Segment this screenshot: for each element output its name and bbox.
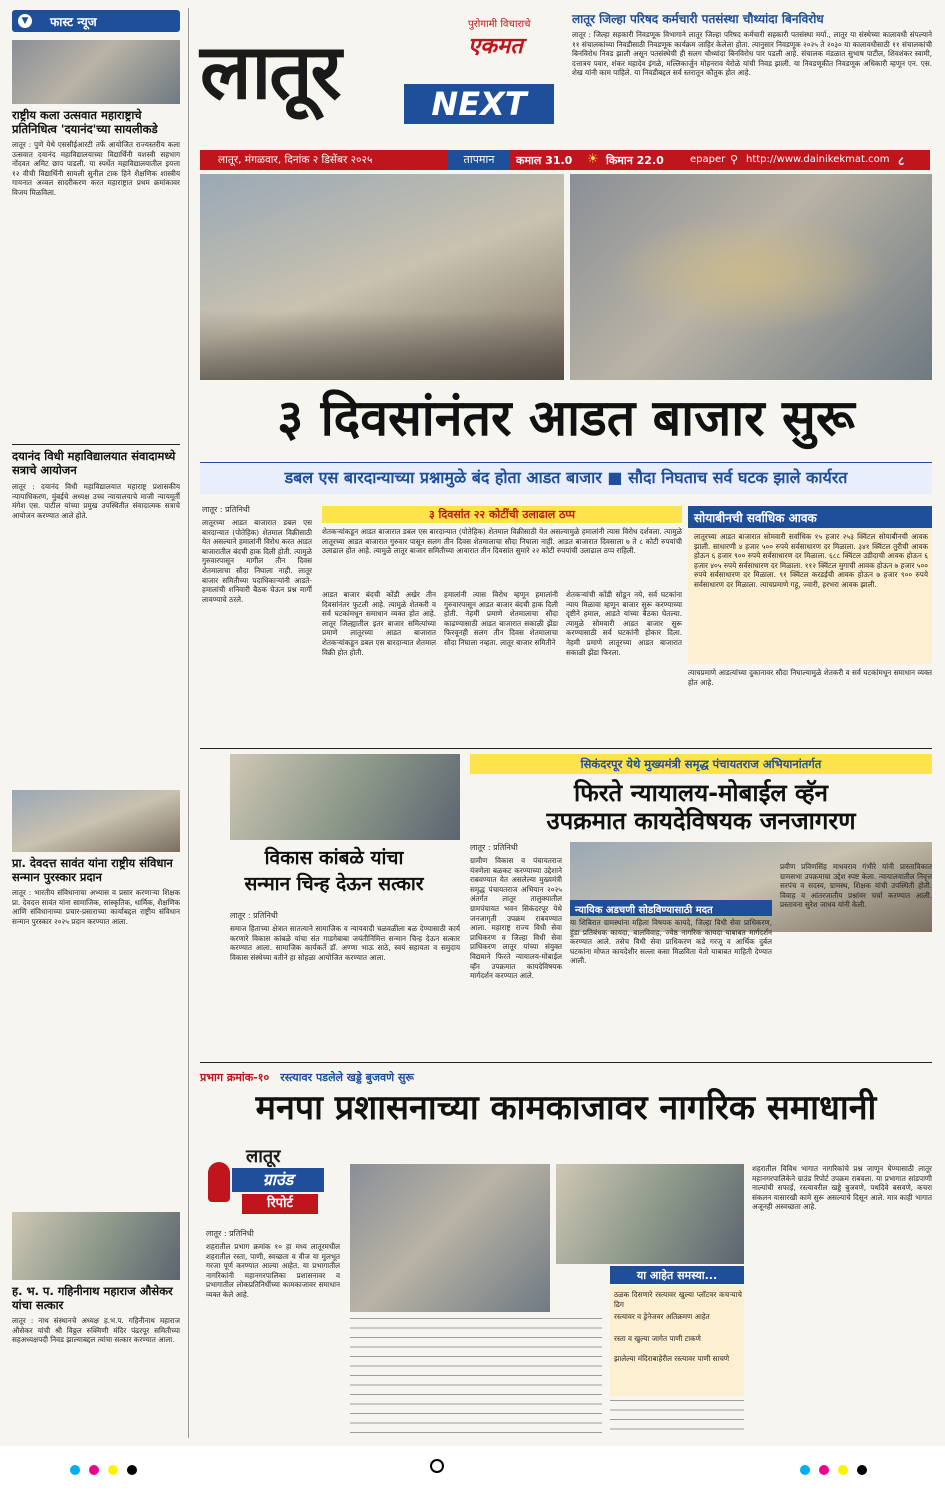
sidebar-photo-2 [12,790,180,852]
municipal-kicker-bar [200,1066,932,1082]
municipal-photo-building [556,1164,744,1264]
court-headline-2: उपक्रमात कायदेविषयक जनजागरण [546,807,856,835]
lead-box-title: ३ दिवसांत २२ कोटींची उलाढाल ठप्प [428,508,576,521]
problems-box-title: या आहेत समस्या... [636,1269,718,1282]
municipal-headline: मनपा प्रशासनाच्या कामकाजावर नागरिक समाधानी [255,1088,877,1128]
court-body: ग्रामीण विकास व पंचायतराज यंत्रणेला बळकट करण्याच्या उद्देशाने राबवण्यात येत असलेल्या मुख्यमंत्री समृद्ध पंचायतराज अभियान २०२५ अंतर्गत लातूर तालुक्यातील ग्रामपंचायत भवन सिकंदरपूर येथे जनजागृती उपक्रम राबवण्यात आला. महाराष्ट्र राज्य विधी सेवा प्राधिकरण व जिल्हा विधी सेवा प्राधिकरण लातूर यांच्या संयुक्त विद्यमाने फिरते न्यायालय-मोबाईल व्हॅन उपक्रमात कायदेविषयक मार्गदर्शन करण्यात आले. [470,856,562,981]
temperature-label: तापमान [448,150,510,170]
divider [200,1062,932,1063]
registration-marks [800,1460,867,1479]
sidebar-story-2-title: दयानंद विधी महाविद्यालयात संवादामध्ये सत्राचे आयोजन [12,449,176,477]
page-number: ८ [898,154,905,168]
municipal-photo-garbage [350,1164,550,1312]
felicitation-headline-2: सन्मान चिन्ह देऊन सत्कार [244,873,424,895]
sidebar-photo-3 [12,1212,180,1280]
municipal-byline: लातूर : प्रतिनिधी [206,1229,254,1238]
lead-column-3: हमालांनी त्यास विरोध म्हणून हमालांनी गुरुवारपासून आडत बाजार बंदची हाक दिली होती. नेहमी प्रमाणे शेतमालाचा सौदा काढण्यासाठी आडत बाजारात सकाळी झेंडा फिरवूनही सलग तीन दिवस शेतमालाचा सौदा निघाला नव्हता. लातूर बाजार समितीने [444,590,558,647]
lead-box-body: शेतकऱ्यांकडून आडत बाजारात डबल एस बारदान्यात (पोतेहिक) शेतमाल विक्रीसाठी येत असल्यामुळे हमालांनी त्यास विरोध दर्शवला. त्यामुळे लातूरच्या आडत बाजारात गुरुवार पासून सलग तीन दिवस शेतमालाचा सौदा निघाला नाही. आडत बाजारात दिवसाला ७ ते ८ कोटी रुपयांची उलाढाल होत आहे. त्यामुळे लातूर बाजार समितीच्या आवारात तीन दिवसांत सुमारे २२ कोटी रुपयांची उलाढाल ठप्प राहिली. [322,527,682,556]
soybean-box-body: लातूरच्या आडत बाजारात सोमवारी सर्वाधिक १५ हजार २५३ क्विंटल सोयाबीनची आवक झाली. साधारणी ४ हजार ५०० रुपये सर्वसाधारण दर मिळाला. ३४१ क्विंटल तुरीची आवक होऊन ६ हजार ९०० रुपये सर्वसाधारण दर मिळाला. ६८८ क्विंटल उडीदाची आवक होऊन ६ हजार ४०५ रुपये सर्वसाधारण दर मिळाला. ११२ क्विंटल मुगाची आवक होऊन ७ हजार ५०० रुपये सर्वसाधारण दर मिळाला. ९१ क्विंटल करडईची आवक होऊन ७ हजार ९०० रुपये सर्वसाधारण दर मिळाला. त्याचप्रमाणे गहू, ज्वारी, हरभरा आवक झाली. [694,532,928,589]
sidebar-story-3-title: प्रा. देवदत्त सावंत यांना राष्ट्रीय संविधान सन्मान पुरस्कार प्रदान [12,856,173,884]
microphone-icon [208,1162,230,1202]
masthead-logo: लातूर [200,27,340,116]
website-link[interactable]: http://www.dainikekmat.com [746,154,890,165]
search-icon: ⚲ [730,153,739,166]
top-right-story-body: लातूर : जिल्हा सहकारी निवडणूक विभागाने लातूर जिल्हा परिषद कर्मचारी सहकारी पतसंस्था मर्या., लातूर या संस्थेच्या कालावधी संपल्याने ११ संचालकांच्या निवडीसाठी निवडणूक कार्यक्रम जाहिर केलेला होता. त्यानुसार निवडणूक २०२५ ते २०३० या कालावधीसाठी ११ संचालकांची बिनविरोध निवड झाली असून पतसंस्थेची ही सलग चौथ्यांदा बिनविरोध पार पडली आहे. संचालक मंडळात सुभाष पाटील, शिवशंकर स्वामी, दत्तात्रय पवार, शंकर महादेव इंगळे, मल्लिकार्जुन मोहनराव येरोळे यांची निवड झाली. या निवडणूकीत निवडणूक अधिकारी म्हणून एन. एस. शेख यांनी काम पाहिले. या निवडीबद्दल सर्व स्तरातून कौतुक होत आहे. [572,30,932,78]
court-right-column: प्रवीण प्रविणसिंह माधवराव गंभीरे यांनी प्रास्ताविकात ग्रामसभा उपक्रमाचा उद्देश स्पष्ट केला. न्यायालयातील निवृत्त सरपंच व सदस्य, ग्रामस्थ, शिक्षक यांची उपस्थिती होती. विवाह व आंतरजातीय प्रश्नांवर चर्चा करण्यात आली. प्रस्तावना सुरेश जाधव यांनी केली. [780,862,932,910]
lead-column-1: लातूरच्या आडत बाजारात डबल एस बारदान्यात (पोतेहिक) शेतमाल विक्रीसाठी येत असल्याने हमालांनी विरोध करत आडत बाजारातील बंदची हाक दिली होती. त्यामुळे गुरुवारपासून मागील तीन दिवस शेतमालाचा सौदा निघाला नाही. लातूर बाजार समितीच्या पदाधिकाऱ्यांनी आडते-हमालांची शनिवारी बैठक घेऊन प्रश्न मार्गी लावण्याचे ठरले. [202,518,312,604]
problem-item-2: रस्त्यावर व ड्रेनेजवर अतिक्रमण आहेत [614,1312,710,1321]
sidebar-photo-1 [12,40,180,104]
problem-item-1: ठळक दिसणारे रस्त्यावर खुल्या प्लॉटवर कचऱ्याचे ढिग [614,1290,742,1309]
sidebar-story-1-title: राष्ट्रीय कला उत्सवात महाराष्ट्राचे प्रतिनिधित्व 'दयानंद'च्या सायलीकडे [12,108,158,136]
problem-item-4: झालेल्या मंदिराबाहेरील रस्त्यावर पाणी साचणे [614,1354,730,1363]
ground-report-logo-top: लातूर [246,1146,281,1167]
court-byline: लातूर : प्रतिनिधी [470,843,518,852]
lead-byline: लातूर : प्रतिनिधी [202,505,250,514]
column-rule [188,8,189,1438]
temperature-max: कमाल 31.0 [516,154,573,167]
court-headline-1: फिरते न्यायालय-मोबाईल व्हॅन [574,779,828,807]
ground-report-logo-mid: ग्राउंड [232,1168,324,1192]
felicitation-photo [230,754,460,840]
sidebar-story-4-body [12,1316,180,1436]
temperature-min: किमान 22.0 [606,154,664,167]
masthead-next: NEXT [404,84,554,124]
sidebar-story-3-lead: लातूर : भारतीय संविधानाचा अभ्यास व प्रसार करणाऱ्या शिक्षक प्रा. देवदत्त सावंत यांना सामाजिक, सांस्कृतिक, धार्मिक, शैक्षणिक आणि संविधानाच्या प्रचार-प्रसाराच्या कार्याबद्दल राष्ट्रीय संविधान सन्मान पुरस्कार २०२५ प्रदान करण्यात आला. [12,888,180,926]
court-box-title: न्यायिक अडचणी सोडविण्यासाठी मदत [575,905,713,916]
lead-column-2: आडत बाजार बंदची कोंडी अखेर तीन दिवसांनंतर फुटली आहे. त्यामुळे शेतकरी व सर्व घटकांमधून समाधान व्यक्त होत आहे. लातूर जिल्ह्यातील इतर बाजार समित्यांच्या प्रमाणे लातूरच्या आडत बाजारात शेतकऱ्यांकडून डबल एस बारदान्यात शेतमाल विक्री होत होती. [322,590,436,657]
masthead-tagline: पुरोगामी विचाराचे [468,19,531,30]
sun-icon: ☀ [587,152,599,167]
felicitation-headline-1: विकास कांबळे यांचा [264,847,404,869]
fast-news-label: फास्ट न्यूज [50,14,97,29]
soybean-box-title: सोयाबीनची सर्वाधिक आवक [694,511,817,525]
municipal-continued-text [350,1318,602,1438]
soybean-box-footer: त्याचप्रमाणे आडत्यांच्या दुकानावर सौदा निघाल्यामुळे शेतकरी व सर्व घटकांमधून समाधान व्यक्त होत आहे. [688,668,932,687]
felicitation-byline: लातूर : प्रतिनिधी [230,911,278,920]
chevron-down-icon: ▼ [18,14,32,28]
municipal-continued-text [610,1400,744,1438]
court-kicker: सिकंदरपूर येथे मुख्यमंत्री समृद्ध पंचायतराज अभियानांतर्गत [580,757,822,771]
lead-subhead: डबल एस बारदान्याच्या प्रश्नामुळे बंद होता आडत बाजार ■ सौदा निघताच सर्व घटक झाले कार्यरत [284,468,848,487]
sidebar-story-2-lead: लातूर : दयानंद विधी महाविद्यालयात महाराष्ट्र प्रशासकीय न्यायाधिकरण, मुंबईचे अध्यक्ष उच्च न्यायालयाचे माजी न्यायमूर्ती मंगेश एस. पाटील यांच्या प्रमुख उपस्थितीत संवादात्मक सत्राचे आयोजन करण्यात आले होते. [12,482,180,520]
sidebar-story-4-lead: लातूर : नाथ संस्थानचे अध्यक्ष ह.भ.प. गहिनीनाथ महाराज औसेकर यांची श्री विठ्ठल रुक्मिणी मंदिर पंढरपूर समितीच्या सहअध्यक्षपदी निवड झाल्याबद्दल त्यांचा सत्कार करण्यात आला. [12,1316,180,1345]
masthead-brand: एकमत [468,34,523,59]
top-right-story-title: लातूर जिल्हा परिषद कर्मचारी पतसंस्था चौथ्यांदा बिनविरोध [572,12,824,26]
divider [200,748,932,749]
municipal-right-column: शहरातील विविध भागात नागरिकांचे प्रश्न जाणून घेण्यासाठी लातूर महानगरपालिकेने ग्राउंड रिपोर्ट उपक्रम राबवला. या प्रभागात सांडपाणी नाल्यांची सफाई, रस्त्यावरील खड्डे बुजवणे, पथदिवे बसवणे, कचरा संकलन यासारखी कामे सुरू असल्याचे दिसून आले. मात्र काही भागात अजूनही अस्वच्छता आहे. [752,1164,932,1212]
registration-mark-center [430,1458,444,1477]
divider [12,444,180,445]
sidebar-story-1-body [12,140,180,440]
municipal-kicker-rest: रस्त्यावर पडलेले खड्डे बुजवणे सुरू [280,1071,414,1084]
problem-item-3: रस्ता व खुल्या जागेत पाणी टाकणे [614,1334,701,1343]
lead-column-4: शेतकऱ्यांची कोंडी सोडून नये, सर्व घटकांना न्याय मिळावा म्हणून बाजार सुरू करण्याच्या दृष्टीने हमाल, आडते यांच्या बैठका घेतल्या. त्यामुळे सोमवारी आडत बाजार सुरू करण्यासाठी सर्व घटकांनी होकार दिला. नेहमी प्रमाणे लातूरच्या आडत बाजारात सकाळी झेंडा फिरला. [566,590,682,657]
sidebar-story-4-title: ह. भ. प. गहिनीनाथ महाराज औसेकर यांचा सत्कार [12,1284,173,1312]
sidebar-story-2-body [12,482,180,772]
lead-photo-street-protest [200,174,564,380]
municipal-kicker: प्रभाग क्रमांक-१० [200,1071,270,1084]
ground-report-logo-bottom: रिपोर्ट [242,1194,318,1214]
fast-news-header [12,10,180,32]
sidebar-story-1-lead: लातूर : पुणे येथे एससीईआरटी तर्फे आयोजित राज्यस्तरीय कला उत्सवात दयानंद महाविद्यालयाच्या विद्यार्थिनी यशस्वी सहभाग नोंदवत अमिट छाप पाडली. या स्पर्धेत महाविद्यालयातील इयत्ता १२ वीची विद्यार्थिनी सायली सुनील टाक हिने शैक्षणिक शास्त्रीय गायनात अव्वल सादरीकरण करत महाराष्ट्रात प्रथम क्रमांकावर विजय मिळविला. [12,140,180,197]
court-box-body: या शिबिरात ग्रामस्थांना महिला विषयक कायदे, जिल्हा विधी सेवा प्राधिकरण, हुंडा प्रतिबंधक कायदा, बालविवाह, ज्येष्ठ नागरिक कायदा याबाबत मार्गदर्शन करण्यात आले. तसेच विधी सेवा प्राधिकरण कडे गरजू व आर्थिक दुर्बल घटकांना मोफत कायदेशीर सल्ला कसा मिळविता येतो याबाबत माहिती देण्यात आली. [570,918,772,966]
lead-photo-market-inspection [570,174,932,380]
municipal-body: शहरातील प्रभाग क्रमांक १० हा मध्य लातूरमधील शहरातील रस्ता, पाणी, स्वच्छता व वीज या मुलभूत गरजा पूर्ण करण्यात आल्या आहेत. या प्रभागातील नागरिकांनी महानगरपालिका प्रशासनावर व प्रभागातील लोकप्रतिनिधींच्या कामकाजावर समाधान व्यक्त केले आहे. [206,1242,340,1299]
dateline: लातूर, मंगळवार, दिनांक २ डिसेंबर २०२५ [218,154,373,166]
felicitation-body: समाज हिताच्या क्षेत्रात सातत्याने सामाजिक व न्यायवादी चळवळीला बळ देण्यासाठी कार्य करणारे विकास कांबळे यांचा संत गाडगेबाबा जयंतीनिमित्त सन्मान चिन्ह देऊन सत्कार करण्यात आला. सामाजिक कार्यकर्ते डॉ. अण्णा भाऊ साठे, स्वयं सहायता व समुदाय विकास संस्थेच्या वतीने हा सोहळा आयोजित करण्यात आला. [230,924,460,962]
ground-report-logo [206,1142,340,1222]
epaper-label: epaper [690,154,726,165]
registration-marks [70,1460,137,1479]
sidebar-story-3-body [12,888,180,1206]
lead-headline: ३ दिवसांनंतर आडत बाजार सुरू [277,389,855,447]
